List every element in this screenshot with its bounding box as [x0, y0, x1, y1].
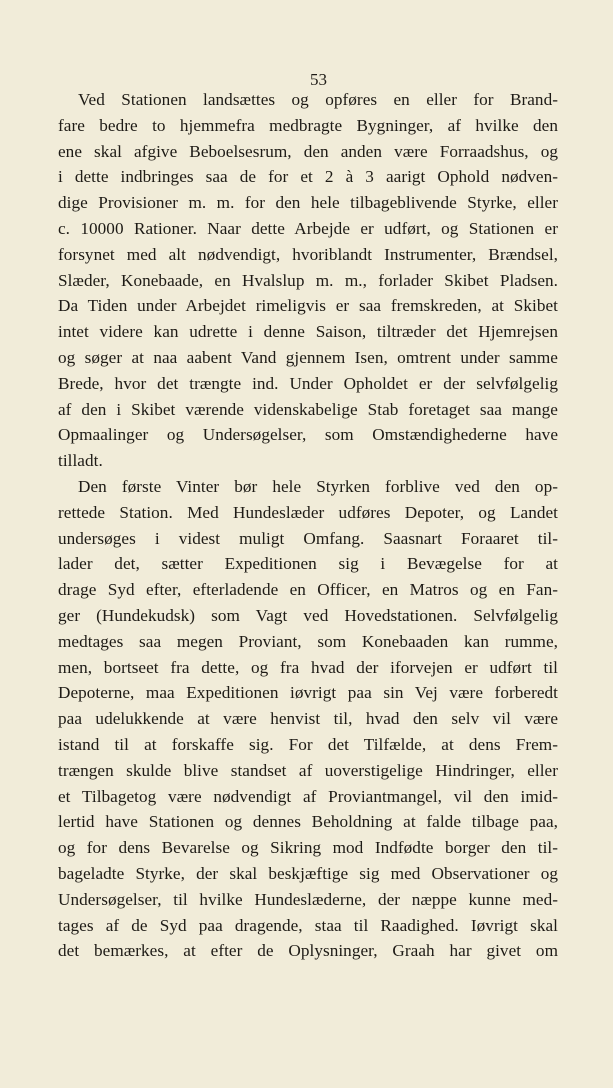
text-line: ene skal afgive Beboelsesrum, den anden være Forraadshus, og — [58, 141, 558, 161]
text-line: Ved Stationen landsættes og opføres en eller for Brand- — [78, 90, 558, 109]
text-line: et Tilbagetog være nødvendigt af Proviantmangel, vil den imid- — [58, 786, 558, 806]
text-line: c. 10000 Rationer. Naar dette Arbejde er udført, og Stationen er — [58, 218, 558, 238]
text-line: men, bortseet fra dette, og fra hvad der iforvejen er udført til — [58, 657, 558, 677]
text-line: Den første Vinter bør hele Styrken forblive ved den op- — [78, 476, 558, 496]
text-line: drage Syd efter, efterladende en Officer, en Matros og en Fan- — [58, 580, 558, 600]
text-line: Da Tiden under Arbejdet rimeligvis er saa fremskreden, at Skibet — [58, 296, 558, 316]
text-line: og for dens Bevarelse og Sikring mod Indfødte borger den til- — [58, 838, 558, 858]
text-line: medtages saa megen Proviant, som Konebaaden kan rumme, — [58, 631, 558, 651]
text-line: paa udelukkende at være henvist til, hvad den selv vil være — [58, 709, 558, 729]
text-line: i dette indbringes saa de for et 2 à 3 aarigt Ophold nødven- — [58, 167, 558, 187]
text-line: Slæder, Konebaade, en Hvalslup m. m., forlader Skibet Pladsen. — [58, 270, 558, 290]
text-line: bageladte Styrke, der skal beskjæftige sig med Observationer og — [58, 863, 558, 883]
text-line: Brede, hvor det trængte ind. Under Opholdet er der selvfølgelig — [58, 373, 558, 393]
text-line: tilladt. — [58, 451, 103, 471]
text-line: lertid have Stationen og dennes Beholdning at falde tilbage paa, — [58, 812, 558, 832]
text-line: fare bedre to hjemmefra medbragte Bygninger, af hvilke den — [58, 115, 558, 135]
text-line: ger (Hundekudsk) som Vagt ved Hovedstationen. Selvfølgelig — [58, 605, 558, 625]
text-line: forsynet med alt nødvendigt, hvoriblandt Instrumenter, Brændsel, — [58, 244, 558, 264]
text-line: undersøges i videst muligt Omfang. Saasnart Foraaret til- — [58, 528, 558, 548]
text-line: det bemærkes, at efter de Oplysninger, Graah har givet om — [58, 941, 558, 961]
text-line: rettede Station. Med Hundeslæder udføres Depoter, og Landet — [58, 502, 558, 522]
text-line: trængen skulde blive standset af uoverstigelige Hindringer, eller — [58, 760, 558, 780]
text-line: af den i Skibet værende videnskabelige Stab foretaget saa mange — [58, 399, 558, 419]
text-line: istand til at forskaffe sig. For det Tilfælde, at dens Frem- — [58, 734, 558, 754]
text-line: tages af de Syd paa dragende, staa til Raadighed. Iøvrigt skal — [58, 915, 558, 935]
text-line: Opmaalinger og Undersøgelser, som Omstændighederne have — [58, 425, 558, 445]
text-line: intet videre kan udrette i denne Saison, tiltræder det Hjemrejsen — [58, 322, 558, 342]
text-line: og søger at naa aabent Vand gjennem Isen, omtrent under samme — [58, 347, 558, 367]
text-line: Undersøgelser, til hvilke Hundeslæderne, der næppe kunne med- — [58, 889, 558, 909]
text-line: dige Provisioner m. m. for den hele tilbageblivende Styrke, eller — [58, 193, 558, 213]
text-line: lader det, sætter Expeditionen sig i Bevægelse for at — [58, 554, 558, 574]
body-text — [58, 87, 558, 964]
text-line: Depoterne, maa Expeditionen iøvrigt paa sin Vej være forberedt — [58, 683, 558, 703]
page-number: 53 — [310, 70, 327, 89]
